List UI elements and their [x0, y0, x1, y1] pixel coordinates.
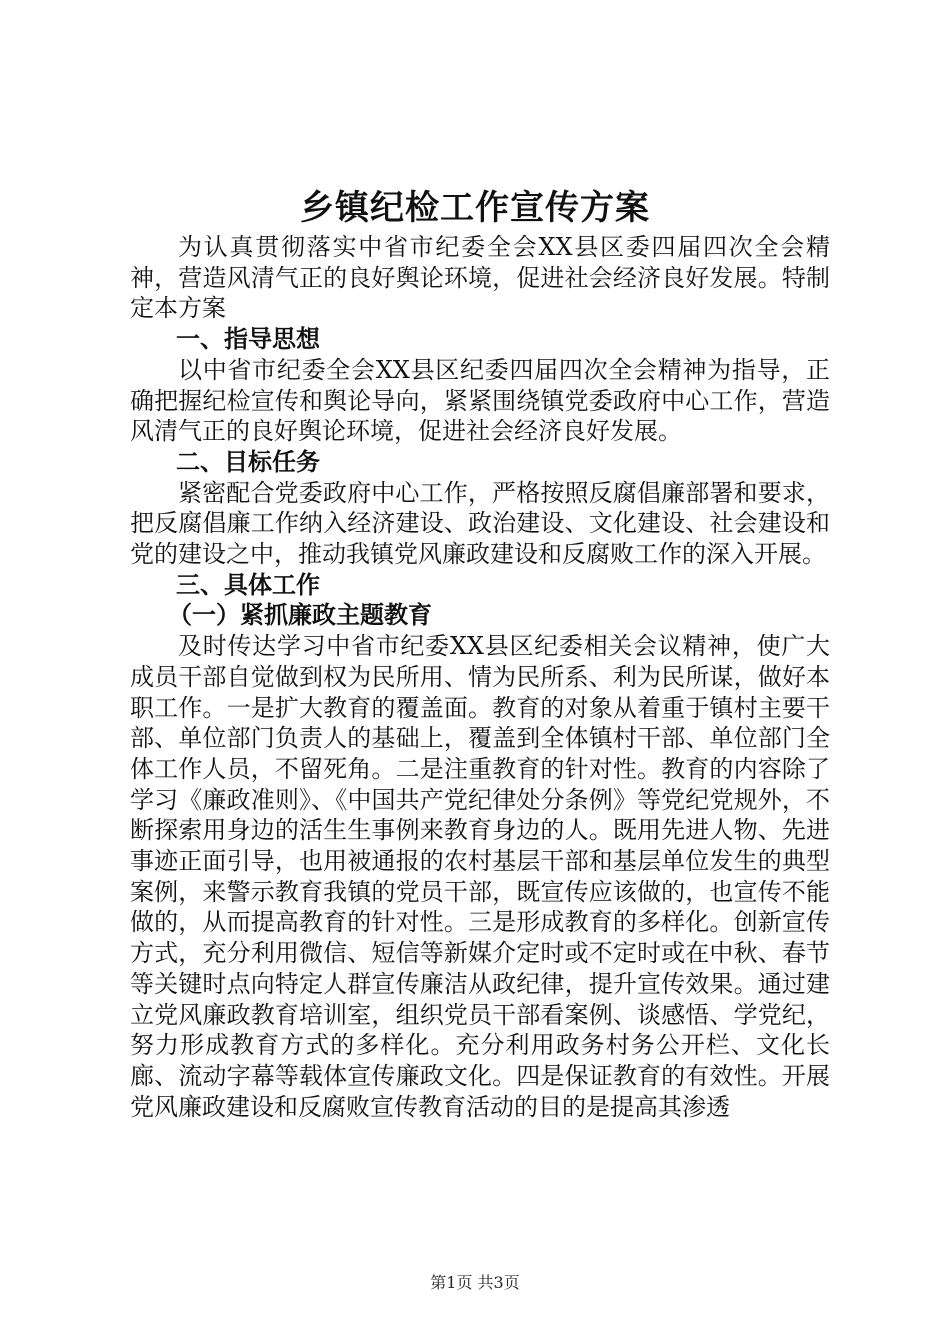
guiding-ideology-paragraph: 以中省市纪委全会XX县区纪委四届四次全会精神为指导，正确把握纪检宣传和舆论导向，紧紧围绕镇党委政府中心工作，营造风清气正的良好舆论环境，促进社会经济良好发展。: [130, 355, 830, 446]
document-title: 乡镇纪检工作宣传方案: [300, 188, 650, 228]
goals-paragraph: 紧密配合党委政府中心工作，严格按照反腐倡廉部署和要求，把反腐倡廉工作纳入经济建设、政治建设、文化建设、社会建设和党的建设之中，推动我镇党风廉政建设和反腐败工作的深入开展。: [130, 478, 830, 569]
education-paragraph: 及时传达学习中省市纪委XX县区纪委相关会议精神，使广大成员干部自觉做到权为民所用、情为民所系、利为民所谋，做好本职工作。一是扩大教育的覆盖面。教育的对象从着重于镇村主要干部、单位部门负责人的基础上，覆盖到全体镇村干部、单位部门全体工作人员，不留死角。二是注重教育的针对性。教育的内容除了学习《廉政准则》、《中国共产党纪律处分条例》等党纪党规外，不断探索用身边的活生生事例来教育身边的人。既用先进人物、先进事迹正面引导，也用被通报的农村基层干部和基层单位发生的典型案例，来警示教育我镇的党员干部，既宣传应该做的，也宣传不能做的，从而提高教育的针对性。三是形成教育的多样化。创新宣传方式，充分利用微信、短信等新媒介定时或不定时或在中秋、春节等关键时点向特定人群宣传廉洁从政纪律，提升宣传效果。通过建立党风廉政教育培训室，组织党员干部看案例、谈感悟、学党纪，努力形成教育方式的多样化。充分利用政务村务公开栏、文化长廊、流动字幕等载体宣传廉政文化。四是保证教育的有效性。开展党风廉政建设和反腐败宣传教育活动的目的是提高其渗透: [130, 632, 830, 1121]
section-heading-specific-work: 三、具体工作: [176, 570, 320, 599]
document-body: [130, 232, 830, 1122]
intro-paragraph: 为认真贯彻落实中省市纪委全会XX县区委四届四次全会精神，营造风清气正的良好舆论环境，促进社会经济良好发展。特制定本方案: [130, 233, 830, 323]
subsection-heading-education: （一）紧抓廉政主题教育: [168, 601, 432, 630]
section-heading-goals: 二、目标任务: [176, 447, 320, 476]
page-footer: 第1页 共3页: [430, 1273, 520, 1292]
section-heading-guiding-ideology: 一、指导思想: [176, 325, 320, 354]
